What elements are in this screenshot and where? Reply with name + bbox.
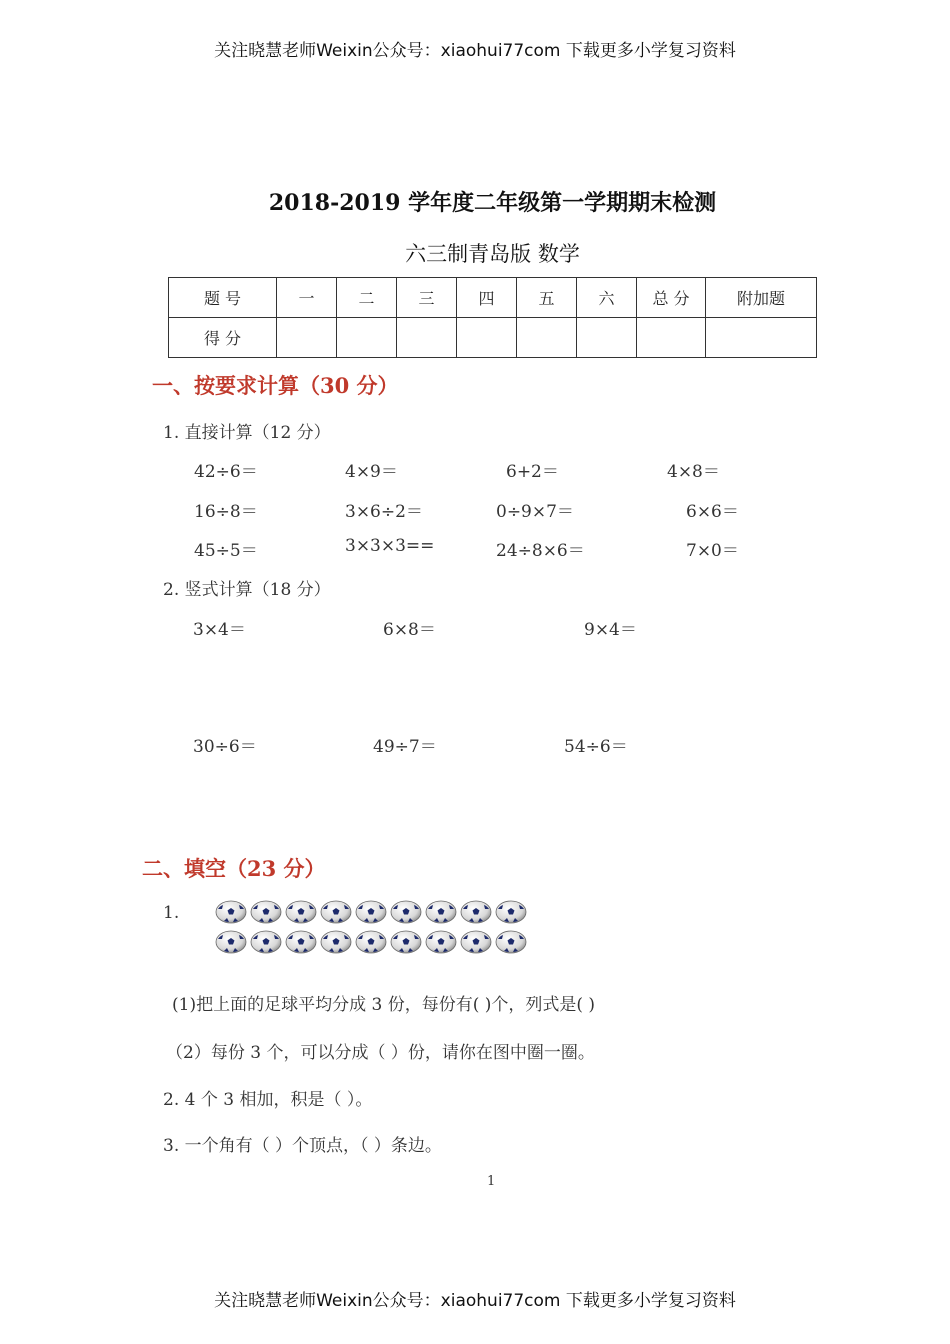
score-cell[interactable]: [706, 318, 817, 358]
score-cell[interactable]: [577, 318, 637, 358]
equation: 3×6÷2＝: [345, 502, 423, 522]
score-header-cell: 题 号: [169, 278, 277, 318]
page-title: 2018-2019 学年度二年级第一学期期末检测: [268, 190, 717, 216]
soccer-ball-icon: [285, 930, 317, 954]
equation: 6×6＝: [686, 502, 739, 522]
score-header-cell: 二: [337, 278, 397, 318]
soccer-ball-icon: [215, 930, 247, 954]
equation: 0÷9×7＝: [496, 502, 574, 522]
section2-title: 二、填空（23 分）: [142, 856, 326, 881]
equation: 9×4＝: [584, 620, 637, 640]
score-row-label: 得 分: [169, 318, 277, 358]
soccer-ball-icon: [320, 930, 352, 954]
equation: 54÷6＝: [564, 737, 628, 757]
soccer-ball-icon: [355, 900, 387, 924]
equation: 16÷8＝: [194, 502, 258, 522]
soccer-ball-icon: [495, 930, 527, 954]
soccer-ball-icon: [320, 900, 352, 924]
score-cell[interactable]: [337, 318, 397, 358]
soccer-ball-icon: [390, 930, 422, 954]
soccer-ball-icon: [250, 900, 282, 924]
section2-q1-sub2: （2）每份 3 个，可以分成（ ）份，请你在图中圈一圈。: [166, 1043, 595, 1063]
soccer-ball-icon: [460, 930, 492, 954]
header-banner: 关注晓慧老师Weixin公众号：xiaohui77com 下载更多小学复习资料: [214, 41, 736, 61]
equation: 3×3×3==: [345, 536, 435, 556]
soccer-balls-group: [215, 900, 555, 960]
soccer-ball-icon: [355, 930, 387, 954]
equation: 7×0＝: [686, 541, 739, 561]
footer-banner: 关注晓慧老师Weixin公众号：xiaohui77com 下载更多小学复习资料: [214, 1291, 736, 1311]
equation: 6+2＝: [506, 462, 559, 482]
equation: 3×4＝: [193, 620, 246, 640]
equation: 45÷5＝: [194, 541, 258, 561]
score-header-cell: 总 分: [637, 278, 706, 318]
score-cell[interactable]: [397, 318, 457, 358]
equation: 4×8＝: [667, 462, 720, 482]
equation: 49÷7＝: [373, 737, 437, 757]
section2-q2: 2. 4 个 3 相加，积是（ ）。: [163, 1090, 373, 1110]
soccer-ball-icon: [285, 900, 317, 924]
equation: 6×8＝: [383, 620, 436, 640]
equation: 24÷8×6＝: [496, 541, 585, 561]
equation: 30÷6＝: [193, 737, 257, 757]
score-header-cell: 四: [457, 278, 517, 318]
soccer-ball-icon: [495, 900, 527, 924]
soccer-ball-icon: [425, 930, 457, 954]
soccer-ball-icon: [215, 900, 247, 924]
score-header-cell: 一: [277, 278, 337, 318]
section1-q2-title: 2. 竖式计算（18 分）: [163, 580, 331, 600]
soccer-ball-row: [215, 930, 555, 954]
equation: 42÷6＝: [194, 462, 258, 482]
score-header-cell: 六: [577, 278, 637, 318]
score-table-score-row: [169, 318, 817, 358]
score-header-cell: 附加题: [706, 278, 817, 318]
soccer-ball-row: [215, 900, 555, 924]
score-table: [168, 277, 817, 358]
score-header-cell: 三: [397, 278, 457, 318]
page-number: 1: [487, 1174, 496, 1189]
soccer-ball-icon: [390, 900, 422, 924]
section2-q1-sub1: (1)把上面的足球平均分成 3 份，每份有( )个，列式是( ): [172, 995, 596, 1015]
score-header-cell: 五: [517, 278, 577, 318]
soccer-ball-icon: [460, 900, 492, 924]
score-table-header-row: [169, 278, 817, 318]
section1-title: 一、按要求计算（30 分）: [152, 373, 399, 398]
section1-q1-title: 1. 直接计算（12 分）: [163, 423, 331, 443]
score-cell[interactable]: [457, 318, 517, 358]
page-subtitle: 六三制青岛版 数学: [405, 242, 580, 266]
equation: 4×9＝: [345, 462, 398, 482]
score-cell[interactable]: [277, 318, 337, 358]
score-cell[interactable]: [637, 318, 706, 358]
soccer-ball-icon: [425, 900, 457, 924]
soccer-ball-icon: [250, 930, 282, 954]
section2-q3: 3. 一个角有（ ）个顶点，（ ）条边。: [163, 1136, 442, 1156]
score-cell[interactable]: [517, 318, 577, 358]
section2-q1-number: 1.: [163, 903, 180, 923]
